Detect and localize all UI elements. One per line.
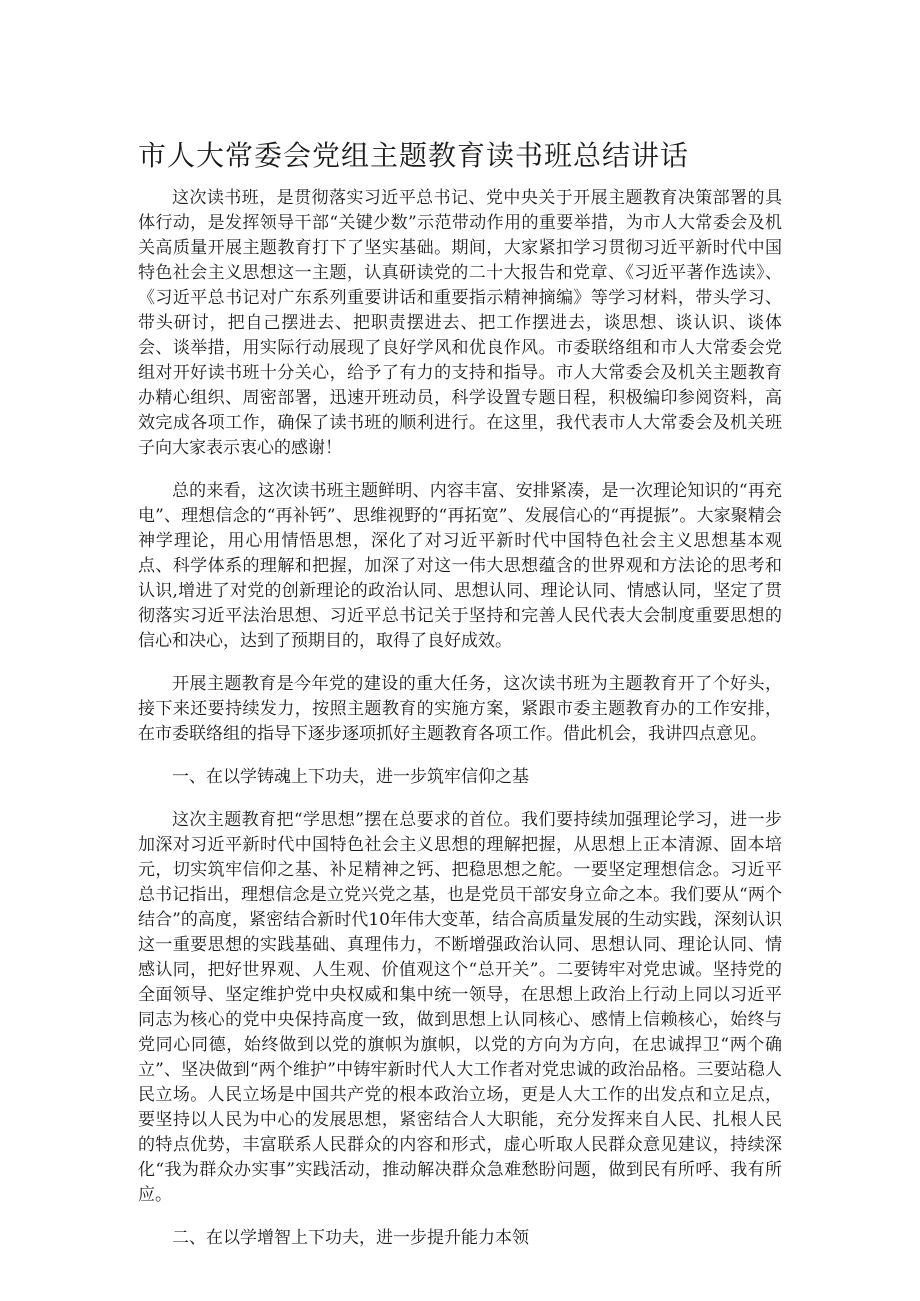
- paragraph-overview: 总的来看，这次读书班主题鲜明、内容丰富、安排紧凑，是一次理论知识的“再充电”、理想信念的“再补钙”、思维视野的“再拓宽”、发展信心的“再提振”。大家聚精会神学理论，用心用情悟思想，深化了对习近平新时代中国特色社会主义思想基本观点、科学体系的理解和把握，加深了对这一伟大思想蕴含的世界观和方法论的思考和认识,增进了对党的创新理论的政治认同、思想认同、理论认同、情感认同，坚定了贯彻落实习近平法治思想、习近平总书记关于坚持和完善人民代表大会制度重要思想的信心和决心，达到了预期目的，取得了良好成效。: [138, 481, 782, 651]
- section-heading-2: 二、在以学增智上下功夫，进一步提升能力本领: [172, 1228, 529, 1248]
- paragraph-next-steps: 开展主题教育是今年党的建设的重大任务，这次读书班为主题教育开了个好头，接下来还要持续发力，按照主题教育的实施方案，紧跟市委主题教育办的工作安排，在市委联络组的指导下逐步逐项抓好主题教育各项工作。借此机会，我讲四点意见。: [138, 674, 782, 744]
- paragraph-section-1: 这次主题教育把“学思想”摆在总要求的首位。我们要持续加强理论学习，进一步加深对习近平新时代中国特色社会主义思想的理解把握，从思想上正本清源、固本培元，切实筑牢信仰之基、补足精神之钙、把稳思想之舵。一要坚定理想信念。习近平总书记指出，理想信念是立党兴党之基，也是党员干部安身立命之本。我们要从“两个结合”的高度，紧密结合新时代10年伟大变革，结合高质量发展的生动实践，深刻认识这一重要思想的实践基础、真理伟力，不断增强政治认同、思想认同、理论认同、情感认同，把好世界观、人生观、价值观这个“总开关”。二要铸牢对党忠诚。坚持党的全面领导、坚定维护党中央权威和集中统一领导，在思想上政治上行动上同以习近平同志为核心的党中央保持高度一致，做到思想上认同核心、感情上信赖核心，始终与党同心同德，始终做到以党的旗帜为旗帜，以党的方向为方向，在忠诚捍卫“两个确立”、坚决做到“两个维护”中铸牢新时代人大工作者对党忠诚的政治品格。三要站稳人民立场。人民立场是中国共产党的根本政治立场，更是人大工作的出发点和立足点，要坚持以人民为中心的发展思想，紧密结合人大职能，充分发挥来自人民、扎根人民的特点优势，丰富联系人民群众的内容和形式，虚心听取人民群众意见建议，持续深化“我为群众办实事”实践活动，推动解决群众急难愁盼问题，做到民有所呼、我有所应。: [138, 810, 782, 1205]
- document-body: [138, 186, 782, 1269]
- document-title: 市人大常委会党组主题教育读书班总结讲话: [138, 139, 690, 172]
- paragraph-opening: 这次读书班，是贯彻落实习近平总书记、党中央关于开展主题教育决策部署的具体行动，是发挥领导干部“关键少数”示范带动作用的重要举措，为市人大常委会及机关高质量开展主题教育打下了坚实基础。期间，大家紧扣学习贯彻习近平新时代中国特色社会主义思想这一主题，认真研读党的二十大报告和党章、《习近平著作选读》、《习近平总书记对广东系列重要讲话和重要指示精神摘编》等学习材料，带头学习、带头研讨，把自己摆进去、把职责摆进去、把工作摆进去，谈思想、谈认识、谈体会、谈举措，用实际行动展现了良好学风和优良作风。市委联络组和市人大常委会党组对开好读书班十分关心，给予了有力的支持和指导。市人大常委会及机关主题教育办精心组织、周密部署，迅速开班动员，科学设置专题日程，积极编印参阅资料，高效完成各项工作，确保了读书班的顺利进行。在这里，我代表市人大常委会及机关班子向大家表示衷心的感谢！: [138, 188, 782, 458]
- section-heading-1: 一、在以学铸魂上下功夫，进一步筑牢信仰之基: [172, 767, 529, 787]
